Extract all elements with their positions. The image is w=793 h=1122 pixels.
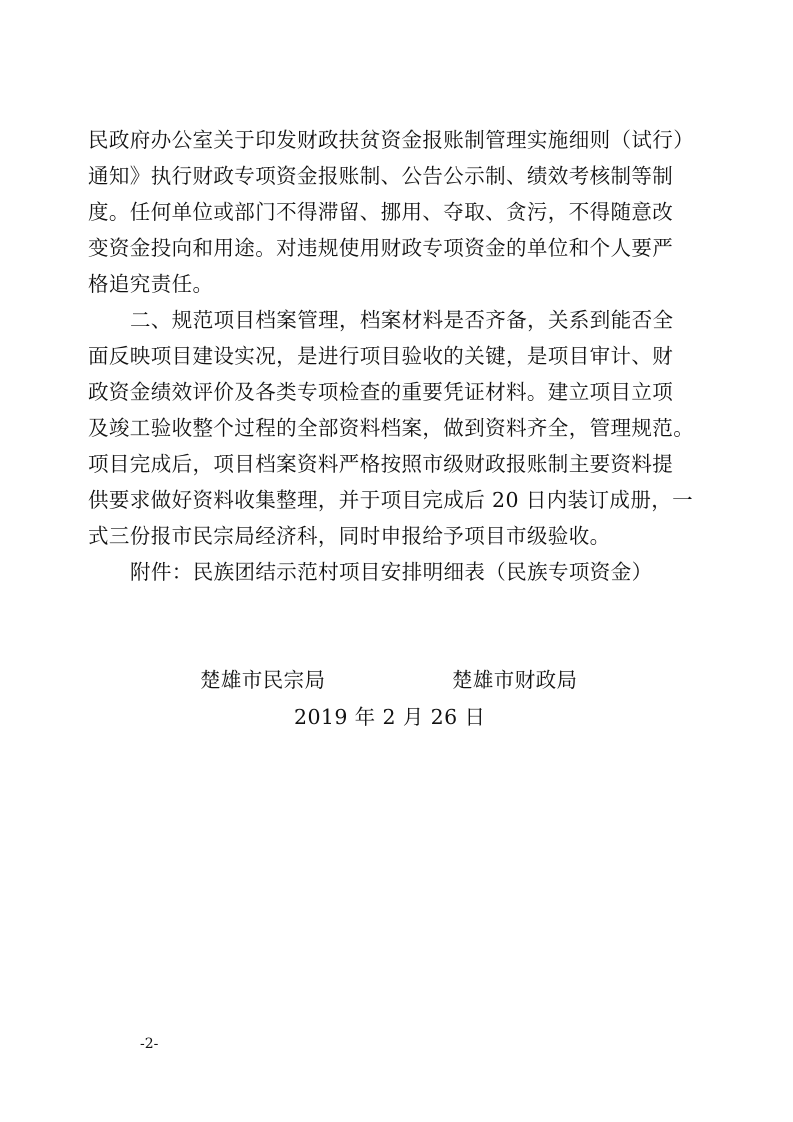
body-line-2: 通知》执行财政专项资金报账制、公告公示制、绩效考核制等制 [88,164,674,188]
body-line-6: 二、规范项目档案管理，档案材料是否齐备，关系到能否全 [130,308,674,332]
body-line-12: 式三份报市民宗局经济科，同时申报给予项目市级验收。 [88,524,611,548]
body-line-8: 政资金绩效评价及各类专项检查的重要凭证材料。建立项目立项 [88,380,674,404]
signature-date: 2019 年 2 月 26 日 [294,705,486,729]
body-line-5: 格追究责任。 [88,272,214,296]
body-line-4: 变资金投向和用途。对违规使用财政专项资金的单位和个人要严 [88,236,674,260]
attachment-line: 附件：民族团结示范村项目安排明细表（民族专项资金） [130,560,653,584]
body-line-11: 供要求做好资料收集整理，并于项目完成后 20 日内装订成册，一 [88,488,694,512]
signature-org-caizheng: 楚雄市财政局 [452,668,578,692]
body-line-9: 及竣工验收整个过程的全部资料档案，做到资料齐全，管理规范。 [88,416,695,440]
body-line-3: 度。任何单位或部门不得滞留、挪用、夺取、贪污，不得随意改 [88,200,674,224]
signature-org-minzong: 楚雄市民宗局 [200,668,326,692]
body-line-10: 项目完成后，项目档案资料严格按照市级财政报账制主要资料提 [88,452,674,476]
body-line-7: 面反映项目建设实况，是进行项目验收的关键，是项目审计、财 [88,344,674,368]
page-number: -2- [140,1036,159,1052]
body-line-1: 民政府办公室关于印发财政扶贫资金报账制管理实施细则（试行） [88,128,695,152]
